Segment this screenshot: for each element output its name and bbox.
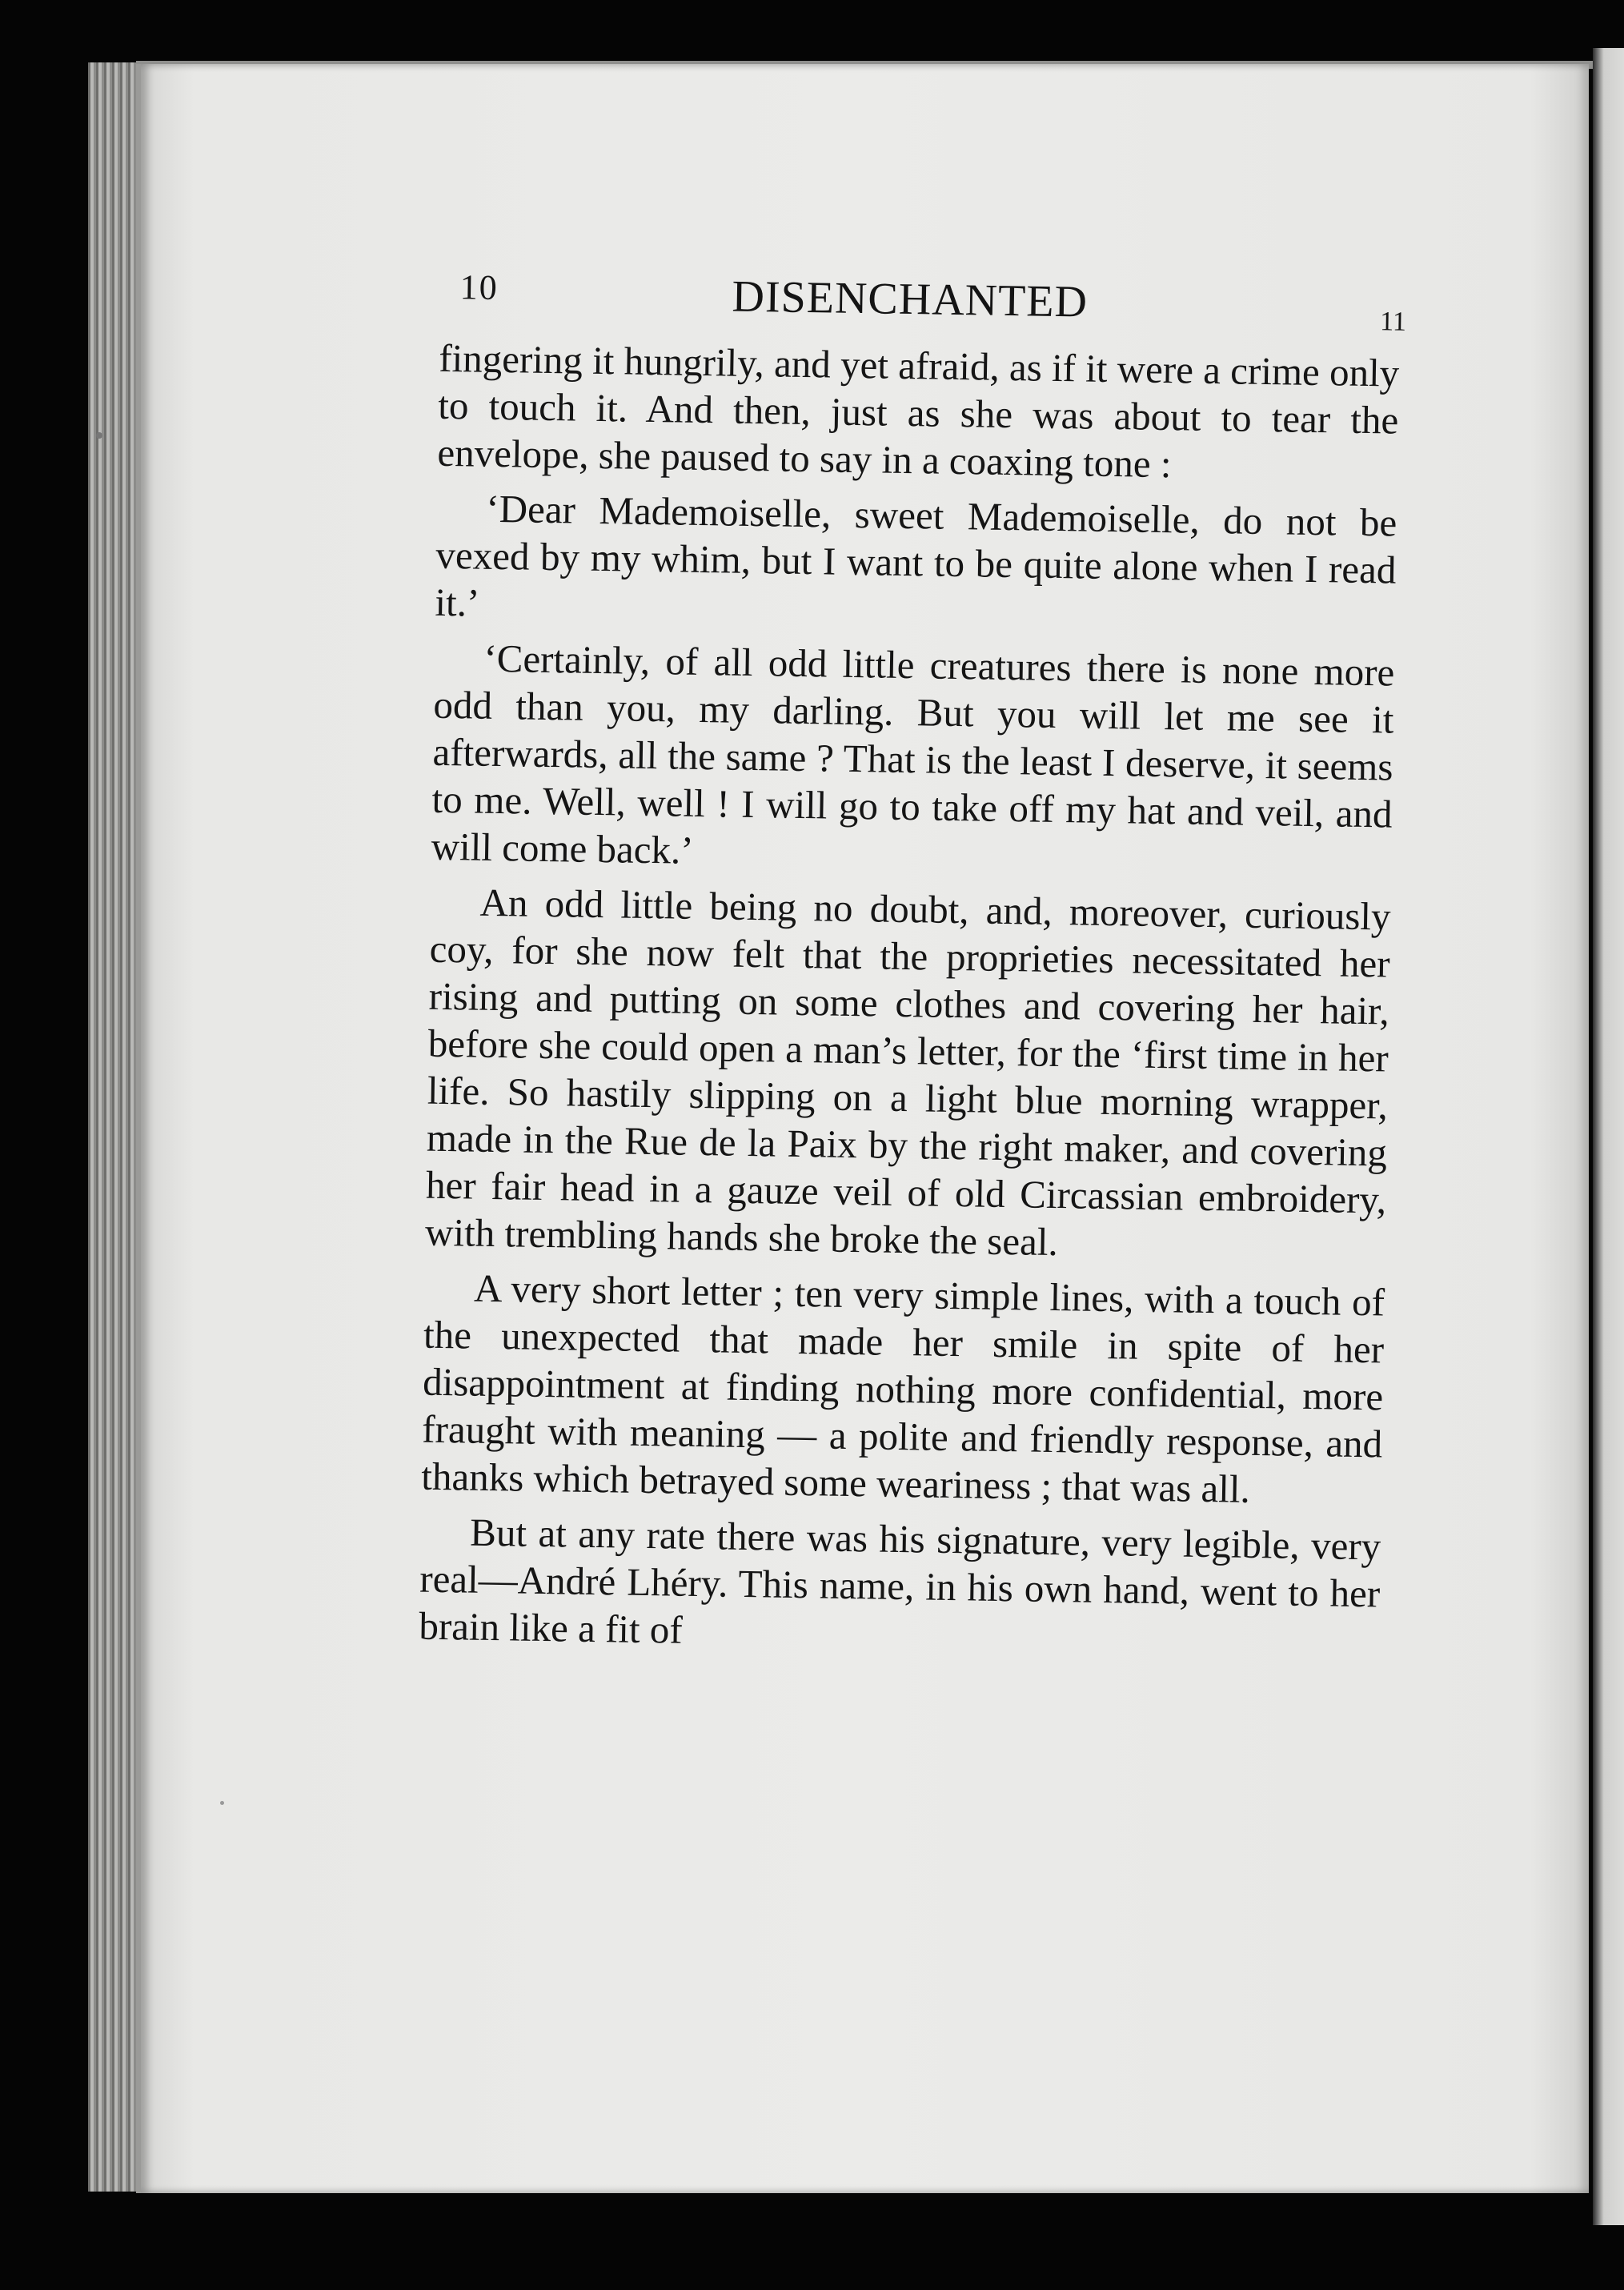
paragraph: fingering it hungrily, and yet afraid, as if it were a crime only to touch it. And then, just as she was about to tear the envelope, she paused to say in a coaxing tone : bbox=[437, 335, 1400, 487]
paragraph: But at any rate there was his signature, very legible, very real—André Lhéry. This name, in his own hand, went to her brain like a fit of bbox=[419, 1510, 1381, 1652]
paragraph: An odd little being no doubt, and, moreover, curiously coy, for she now felt that the proprieties necessitated her rising and putting on some clothes and covering her hair, before she could open a man’s letter, for the ‘first time in her life. So hastily slipping on a light blue morning wrapper, made in the Rue de la Paix by the right maker, and covering her fair head in a gauze veil of old Circassian embroidery, with trembling hands she broke the seal. bbox=[424, 880, 1391, 1265]
left-page-number: 10 bbox=[459, 267, 499, 307]
paragraph: ‘Certainly, of all odd little creatures there is none more odd than you, my darling. But you will let me see it afterwards, all the same ? That is the least I deserve, it seems to me. Well, well ! I will go to take off my hat and veil, and will come back.’ bbox=[431, 636, 1395, 872]
body-text bbox=[419, 335, 1400, 1665]
right-page-number: 11 bbox=[1379, 307, 1407, 337]
paragraph: ‘Dear Mademoiselle, sweet Mademoiselle, do not be vexed by my whim, but I want to be quite alone when I read it.’ bbox=[435, 486, 1397, 625]
paragraph: A very short letter ; ten very simple lines, with a touch of the unexpected that made her smile in spite of her disappointment at finding nothing more confidential, more fraught with meaning — a polite and friendly response, and thanks which betrayed some weariness ; that was all. bbox=[420, 1265, 1385, 1511]
running-title: DISENCHANTED bbox=[732, 271, 1089, 327]
